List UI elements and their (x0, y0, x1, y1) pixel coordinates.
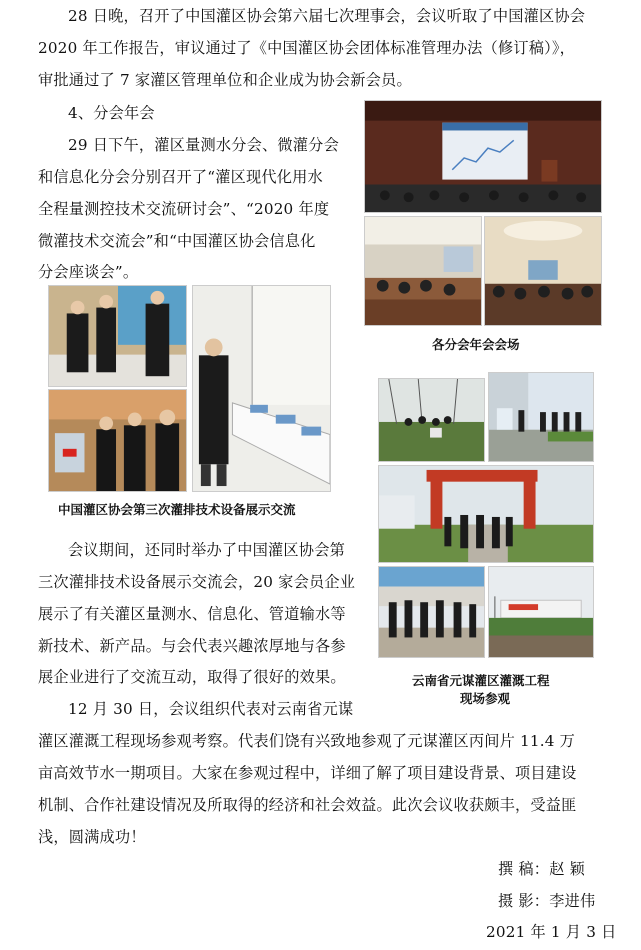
date-line: 2021 年 1 月 3 日 (486, 923, 617, 941)
photo-expo-2 (48, 389, 187, 492)
body-line-9: 分会座谈会”。 (38, 263, 139, 281)
photo-site-2 (488, 372, 594, 462)
writer-credit: 撰 稿：赵 颖 (498, 860, 585, 878)
body-line-6: 和信息化分会分别召开了“灌区现代化用水 (38, 168, 323, 186)
photo-conference-hall (364, 100, 602, 213)
caption-site-visit-2: 现场参观 (460, 691, 511, 706)
photographer-credit: 摄 影：李进伟 (498, 892, 596, 910)
body-line-15: 12 月 30 日，会议组织代表对云南省元谋 (68, 700, 354, 718)
body-line-17: 亩高效节水一期项目。大家在参观过程中，详细了解了项目建设背景、项目建设 (38, 764, 577, 782)
photo-expo-1 (48, 285, 187, 387)
body-line-7: 全程量测控技术交流研讨会”、“2020 年度 (38, 200, 330, 218)
photo-meeting-room-2 (484, 216, 602, 326)
photo-meeting-room-1 (364, 216, 482, 326)
body-line-3: 审批通过了 7 家灌区管理单位和企业成为协会新会员。 (38, 71, 412, 89)
body-line-11: 三次灌排技术设备展示交流会，20 家会员企业 (38, 573, 356, 591)
photo-site-4 (488, 566, 594, 658)
body-line-14: 展企业进行了交流互动，取得了很好的效果。 (38, 668, 346, 686)
caption-expo: 中国灌区协会第三次灌排技术设备展示交流 (58, 502, 296, 517)
body-line-12: 展示了有关灌区量测水、信息化、管道输水等 (38, 605, 346, 623)
photo-site-1 (378, 378, 485, 462)
photo-expo-3 (192, 285, 331, 492)
body-line-16: 灌区灌溉工程现场参观考察。代表们饶有兴致地参观了元谋灌区丙间片 11.4 万 (38, 732, 576, 750)
body-line-10: 会议期间，还同时举办了中国灌区协会第 (68, 541, 345, 559)
body-line-13: 新技术、新产品。与会代表兴趣浓厚地与各参 (38, 637, 346, 655)
caption-site-visit-1: 云南省元谋灌区灌溉工程 (412, 673, 550, 688)
photo-site-gate (378, 465, 594, 563)
body-line-18: 机制、合作社建设情况及所取得的经济和社会效益。此次会议收获颇丰，受益匪 (38, 796, 577, 814)
body-line-8: 微灌技术交流会”和“中国灌区协会信息化 (38, 232, 316, 250)
section-heading: 4、分会年会 (68, 104, 155, 122)
caption-branch-meetings: 各分会年会会场 (432, 337, 520, 352)
photo-site-3 (378, 566, 485, 658)
body-line-1: 28 日晚，召开了中国灌区协会第六届七次理事会，会议听取了中国灌区协会 (68, 7, 586, 25)
body-line-19: 浅，圆满成功！ (38, 828, 146, 846)
body-line-2: 2020 年工作报告，审议通过了《中国灌区协会团体标准管理办法（修订稿）》， (38, 39, 576, 57)
body-line-5: 29 日下午，灌区量测水分会、微灌分会 (68, 136, 339, 154)
